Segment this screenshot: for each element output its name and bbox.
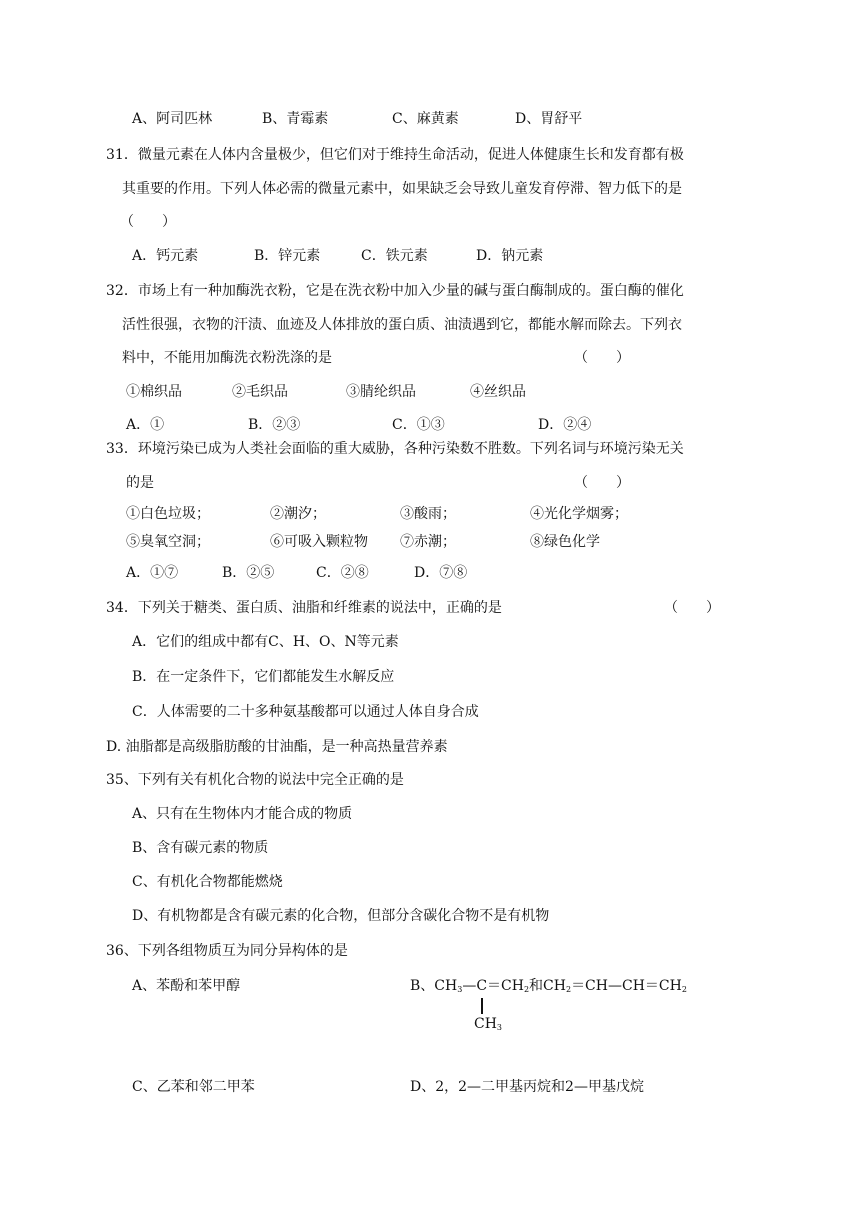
q32-option-c: C．①③ [392, 417, 445, 433]
formula-subscript: 2 [681, 985, 687, 994]
q32-stem-line3: 料中，不能用加酶洗衣粉洗涤的是 [122, 350, 332, 366]
q31-stem-line2: 其重要的作用。下列人体必需的微量元素中，如果缺乏会导致儿童发育停滞、智力低下的是 [122, 181, 682, 197]
q34-answer-paren: （ ） [664, 600, 720, 616]
q33-item-8: ⑧绿色化学 [530, 534, 600, 550]
q33-option-c: C．②⑧ [316, 565, 369, 581]
q32-option-d: D．②④ [538, 417, 592, 433]
q33-item-5: ⑤臭氧空洞； [126, 534, 210, 550]
q34-option-a: A．它们的组成中都有C、H、O、N等元素 [132, 634, 399, 650]
q32-stem-line2: 活性很强，衣物的汗渍、血迹及人体排放的蛋白质、油渍遇到它，都能水解而除去。下列衣 [122, 317, 682, 333]
q32-stem-line1: 32．市场上有一种加酶洗衣粉，它是在洗衣粉中加入少量的碱与蛋白酶制成的。蛋白酶的催化 [106, 283, 684, 299]
q32-answer-paren: （ ） [574, 350, 630, 366]
formula-subscript: 2 [523, 985, 530, 994]
q35-option-d: D、有机物都是含有碳元素的化合物，但部分含碳化合物不是有机物 [132, 908, 550, 924]
q32-item-2: ②毛织品 [232, 384, 288, 400]
q34-option-d: D. 油脂都是高级脂肪酸的甘油酯，是一种高热量营养素 [106, 739, 448, 755]
q31-answer-paren: （ ） [120, 214, 176, 230]
q33-item-2: ②潮汐； [270, 506, 326, 522]
formula-text: —C＝CH [462, 978, 524, 994]
q34-option-b: B．在一定条件下，它们都能发生水解反应 [132, 669, 395, 685]
q33-stem-line1: 33．环境污染已成为人类社会面临的重大威胁，各种污染数不胜数。下列名词与环境污染无关 [106, 441, 684, 457]
formula-subscript: 2 [565, 985, 572, 994]
q33-stem-line2: 的是 [126, 475, 154, 491]
formula-text: CH [474, 1016, 497, 1032]
q32-item-4: ④丝织品 [470, 384, 526, 400]
q31-option-c: C．铁元素 [361, 248, 428, 264]
q33-item-3: ③酸雨； [400, 506, 456, 522]
q30-option-b: B、青霉素 [262, 111, 329, 127]
q35-option-c: C、有机化合物都能燃烧 [132, 874, 283, 890]
q36-branch-methyl [474, 1015, 502, 1037]
q32-item-3: ③腈纶织品 [346, 384, 416, 400]
formula-text: ＝CH—CH＝CH [571, 978, 682, 994]
q36-option-c: C、乙苯和邻二甲苯 [132, 1079, 255, 1095]
q30-option-c: C、麻黄素 [392, 111, 459, 127]
q36-option-d: D、2，2—二甲基丙烷和2—甲基戊烷 [410, 1079, 644, 1095]
q31-option-b: B．锌元素 [254, 248, 321, 264]
q33-answer-paren: （ ） [574, 475, 630, 491]
formula-text: 和CH [529, 978, 566, 994]
q34-stem: 34．下列关于糖类、蛋白质、油脂和纤维素的说法中，正确的是 [106, 600, 502, 616]
q33-item-4: ④光化学烟雾； [530, 506, 628, 522]
q30-option-d: D、胃舒平 [515, 111, 583, 127]
q33-item-1: ①白色垃圾； [126, 506, 210, 522]
q32-item-1: ①棉织品 [126, 384, 182, 400]
q32-option-b: B．②③ [248, 417, 301, 433]
q36-option-a: A、苯酚和苯甲醇 [132, 978, 241, 994]
formula-subscript: 3 [496, 1023, 503, 1032]
q30-option-a: A、阿司匹林 [132, 111, 213, 127]
q34-option-c: C．人体需要的二十多种氨基酸都可以通过人体自身合成 [132, 704, 479, 720]
q31-stem-line1: 31．微量元素在人体内含量极少，但它们对于维持生命活动，促进人体健康生长和发育都有极 [106, 147, 684, 163]
q35-stem: 35、下列有关有机化合物的说法中完全正确的是 [106, 772, 404, 788]
q32-option-a: A．① [126, 417, 165, 433]
formula-subscript: 3 [457, 985, 463, 994]
q33-option-d: D．⑦⑧ [414, 565, 468, 581]
q36-stem: 36、下列各组物质互为同分异构体的是 [106, 943, 348, 959]
formula-text: B、CH [410, 978, 458, 994]
q35-option-a: A、只有在生物体内才能合成的物质 [132, 806, 353, 822]
q31-option-a: A．钙元素 [132, 248, 199, 264]
q33-option-a: A．①⑦ [126, 565, 179, 581]
q33-item-6: ⑥可吸入颗粒物 [270, 534, 368, 550]
q31-option-d: D．钠元素 [476, 248, 544, 264]
q36-option-b-formula [410, 977, 687, 999]
q33-option-b: B．②⑤ [222, 565, 275, 581]
branch-bond-line [481, 998, 483, 1014]
q33-item-7: ⑦赤潮； [400, 534, 456, 550]
q35-option-b: B、含有碳元素的物质 [132, 840, 269, 856]
